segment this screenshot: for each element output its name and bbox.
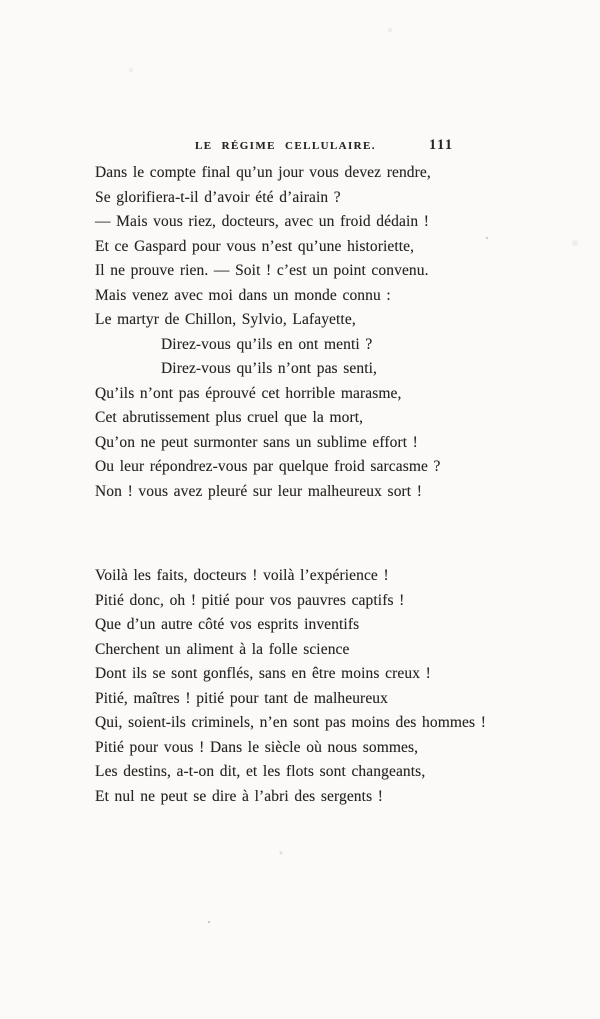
poem: [95, 161, 535, 809]
poem-line: Et nul ne peut se dire à l’abri des sergents !: [95, 787, 384, 805]
poem-line: Il ne prouve rien. — Soit ! c’est un point convenu.: [95, 262, 429, 279]
stanza: [95, 564, 535, 809]
poem-line: Voilà les faits, docteurs ! voilà l’expérience !: [95, 567, 389, 584]
page-header: [0, 0, 600, 160]
poem-line: Cet abrutissement plus cruel que la mort,: [95, 409, 364, 426]
running-title: LE RÉGIME CELLULAIRE.: [195, 140, 376, 152]
stanza: [95, 161, 535, 504]
poem-line: Qui, soient-ils criminels, n’en sont pas moins des hommes !: [95, 714, 486, 731]
poem-line: Les destins, a-t-on dit, et les flots sont changeants,: [95, 763, 426, 780]
poem-line: Dans le compte final qu’un jour vous devez rendre,: [95, 164, 431, 181]
poem-line: Qu’on ne peut surmonter sans un sublime effort !: [95, 433, 418, 451]
poem-line: — Mais vous riez, docteurs, avec un froid dédain !: [95, 213, 430, 230]
poem-line: Cherchent un aliment à la folle science: [95, 640, 350, 658]
poem-line: Direz-vous qu’ils en ont menti ?: [161, 335, 373, 353]
poem-line: Dont ils se sont gonflés, sans en être moins creux !: [95, 665, 431, 682]
poem-line: Pitié pour vous ! Dans le siècle où nous sommes,: [95, 738, 419, 756]
poem-line: Direz-vous qu’ils n’ont pas senti,: [161, 360, 377, 377]
poem-line: Mais venez avec moi dans un monde connu :: [95, 286, 391, 304]
poem-line: Que d’un autre côté vos esprits inventifs: [95, 616, 360, 633]
page-number: 111: [429, 137, 454, 153]
poem-line: Pitié donc, oh ! pitié pour vos pauvres captifs !: [95, 591, 405, 609]
poem-line: Qu’ils n’ont pas éprouvé cet horrible marasme,: [95, 384, 402, 402]
poem-line: Pitié, maîtres ! pitié pour tant de malheureux: [95, 689, 388, 707]
poem-line: Le martyr de Chillon, Sylvio, Lafayette,: [95, 311, 356, 328]
poem-line: Ou leur répondrez-vous par quelque froid sarcasme ?: [95, 458, 441, 475]
poem-line: Se glorifiera-t-il d’avoir été d’airain ?: [95, 188, 341, 206]
poem-line: Et ce Gaspard pour vous n’est qu’une historiette,: [95, 237, 415, 255]
poem-line: Non ! vous avez pleuré sur leur malheureux sort !: [95, 482, 423, 500]
